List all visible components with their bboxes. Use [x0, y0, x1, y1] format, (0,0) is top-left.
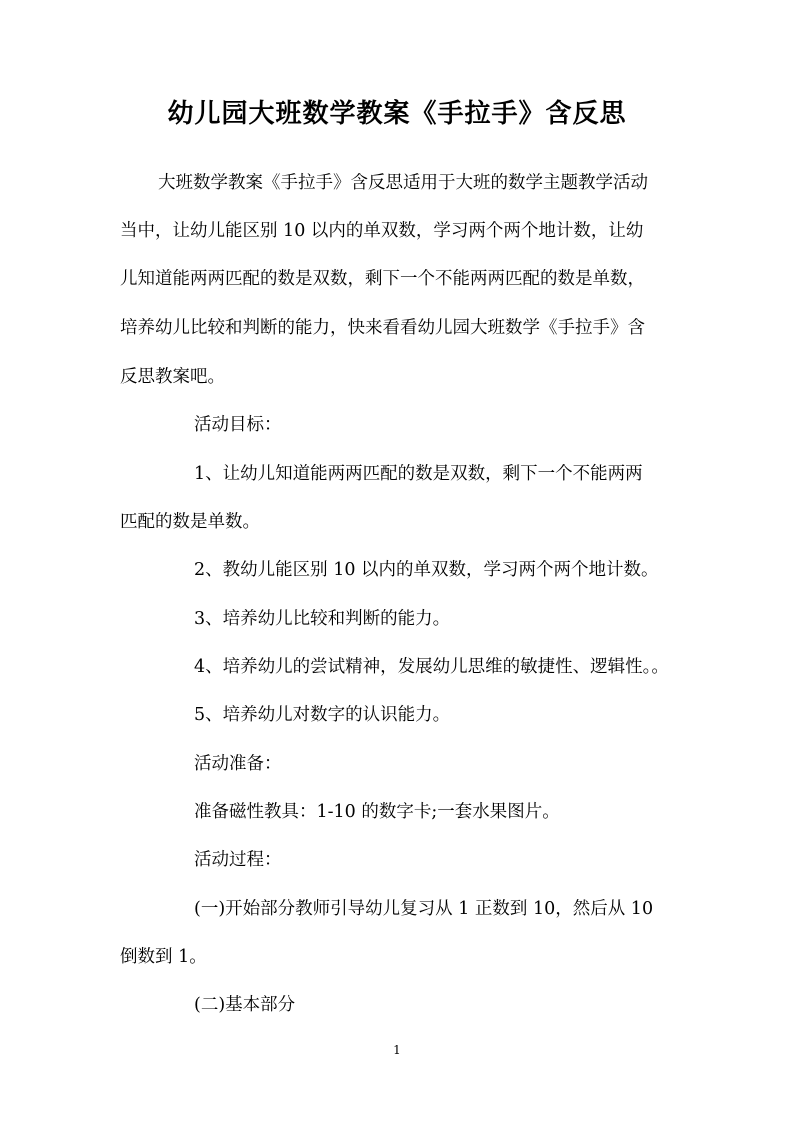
goal-5: 5、培养幼儿对数字的认识能力。 — [194, 705, 451, 725]
intro-line-2: 当中，让幼儿能区别 10 以内的单双数，学习两个两个地计数，让幼 — [120, 221, 644, 241]
document-title: 幼儿园大班数学教案《手拉手》含反思 — [167, 99, 627, 129]
prep-text: 准备磁性教具：1-10 的数字卡;一套水果图片。 — [194, 802, 560, 822]
intro-line-4: 培养幼儿比较和判断的能力，快来看看幼儿园大班数学《手拉手》含 — [120, 318, 645, 338]
process-heading: 活动过程： — [194, 850, 282, 870]
goal-1-line-2: 匹配的数是单数。 — [120, 512, 260, 532]
goals-heading: 活动目标： — [194, 415, 282, 435]
intro-line-5: 反思教案吧。 — [120, 367, 225, 387]
goal-2: 2、教幼儿能区别 10 以内的单双数，学习两个两个地计数。 — [194, 560, 659, 580]
process-part1-line-2: 倒数到 1。 — [120, 947, 207, 967]
goal-1-line-1: 1、让幼儿知道能两两匹配的数是双数，剩下一个不能两两 — [194, 464, 643, 484]
process-part1-line-1: (一)开始部分教师引导幼儿复习从 1 正数到 10，然后从 10 — [194, 899, 654, 919]
goal-3: 3、培养幼儿比较和判断的能力。 — [194, 609, 451, 629]
intro-line-1: 大班数学教案《手拉手》含反思适用于大班的数学主题教学活动 — [158, 173, 648, 193]
intro-line-3: 儿知道能两两匹配的数是双数，剩下一个不能两两匹配的数是单数， — [120, 269, 645, 289]
page-number: 1 — [393, 1043, 401, 1057]
prep-heading: 活动准备： — [194, 754, 282, 774]
process-part2-heading: (二)基本部分 — [194, 995, 296, 1015]
goal-4: 4、培养幼儿的尝试精神，发展幼儿思维的敏捷性、逻辑性。。 — [194, 657, 669, 677]
